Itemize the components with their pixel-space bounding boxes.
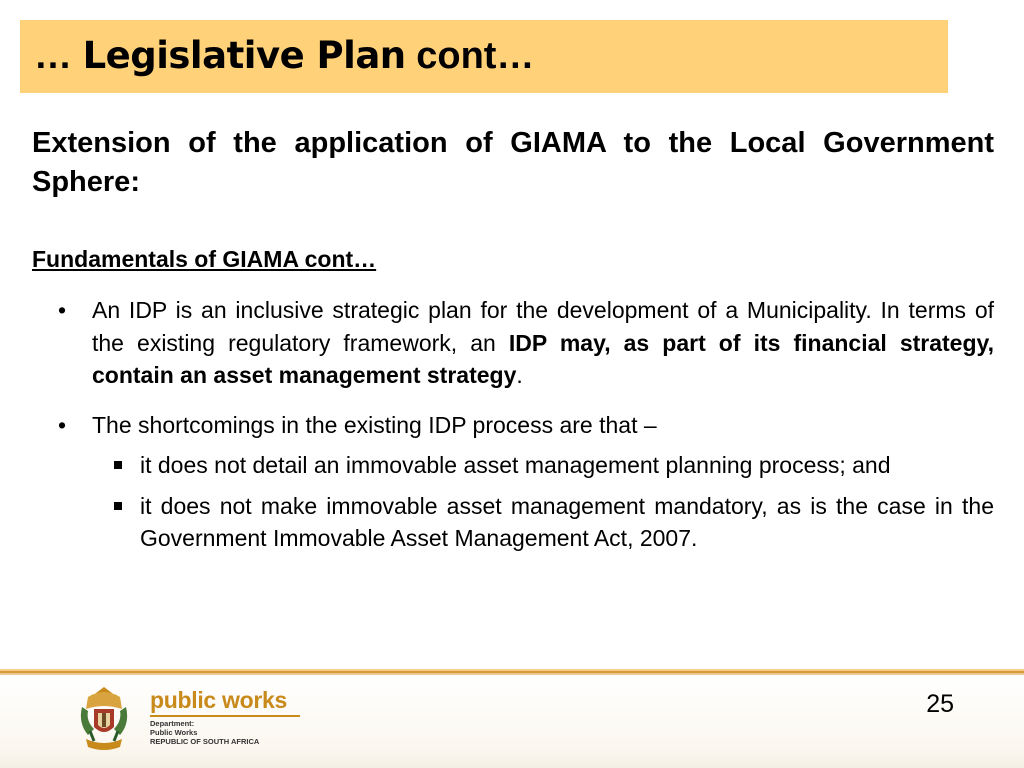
square-bullet-icon bbox=[114, 502, 122, 510]
logo-name: public works bbox=[150, 687, 287, 713]
public-works-logo bbox=[76, 683, 306, 759]
bullet-text-after: . bbox=[516, 362, 523, 388]
sub-bullet-item bbox=[92, 490, 994, 555]
logo-line-department: Department: bbox=[150, 719, 195, 728]
title-prefix: … bbox=[34, 35, 72, 77]
bullet-dot-icon: • bbox=[58, 411, 67, 438]
bullet-text: The shortcomings in the existing IDP process are that – bbox=[92, 411, 657, 438]
slide-title bbox=[34, 33, 534, 79]
bullet-text-bold: IDP may, as part of its financial strategy, contain an asset management strategy bbox=[92, 329, 994, 388]
coat-of-arms-icon bbox=[76, 683, 132, 755]
logo-subtitle bbox=[150, 719, 259, 746]
bullet-item bbox=[58, 294, 994, 392]
bullet-item bbox=[58, 409, 994, 555]
logo-line-public-works: Public Works bbox=[150, 728, 198, 737]
page-number: 25 bbox=[926, 690, 954, 718]
sub-bullet-text: it does not make immovable asset management mandatory, as is the case in the Government Immovable Asset Management Act, 2007. bbox=[140, 492, 994, 551]
section-heading: Extension of the application of GIAMA to the Local Government Sphere: bbox=[32, 127, 994, 198]
title-suffix: cont… bbox=[416, 35, 535, 77]
title-main: Legislative Plan bbox=[82, 34, 406, 77]
sub-bullet-list bbox=[92, 449, 994, 555]
bullet-dot-icon: • bbox=[58, 297, 67, 323]
logo-underline bbox=[150, 715, 300, 717]
logo-line-republic: REPUBLIC OF SOUTH AFRICA bbox=[150, 737, 260, 746]
bullet-text-before: An IDP is an inclusive strategic plan for the development of a Municipality. In terms of the existing regulatory framework, an bbox=[92, 297, 994, 356]
sub-bullet-text: it does not detail an immovable asset management planning process; and bbox=[140, 452, 891, 478]
subheading: Fundamentals of GIAMA cont… bbox=[32, 246, 377, 272]
bullet-list bbox=[58, 294, 994, 555]
sub-bullet-item bbox=[92, 449, 994, 482]
square-bullet-icon bbox=[114, 461, 122, 469]
